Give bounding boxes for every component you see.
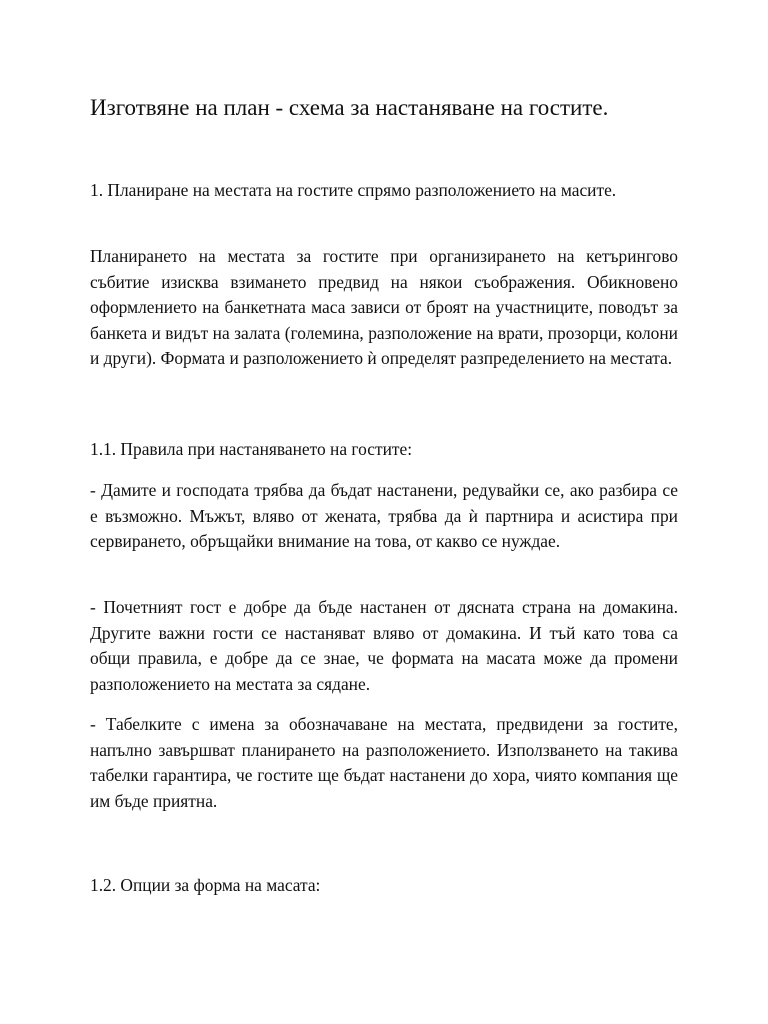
section-1-2-heading: 1.2. Опции за форма на масата: (90, 875, 321, 895)
section-1-heading: 1. Планиране на местата на гостите спрямо разположението на масите. (90, 180, 617, 200)
intro-paragraph: Планирането на местата за гостите при организирането на кетърингово събитие изисква взимането предвид на някои съображения. Обикновено оформлението на банкетната маса зависи от броят на участниците, поводът за банкета и видът на залата (големина, разположение на врати, прозорци, колони и други). Формата и разположението ѝ определят разпределението на местата. (90, 246, 678, 369)
rule-name-cards: - Табелките с имена за обозначаване на местата, предвидени за гостите, напълно завършват планирането на разположението. Използването на такива табелки гарантира, че гостите ще бъдат настанени до хора, чиято компания ще им бъде приятна. (90, 714, 678, 811)
document-title: Изготвяне на план - схема за настаняване на гостите. (90, 95, 609, 120)
section-1-1-heading: 1.1. Правила при настаняването на гостите: (90, 439, 413, 459)
rule-guest-of-honor: - Почетният гост е добре да бъде настанен от дясната страна на домакина. Другите важни гости се настаняват вляво от домакина. И тъй като това са общи правила, е добре да се знае, че формата на масата може да промени разположението на местата за сядане. (90, 597, 678, 694)
rule-ladies-gentlemen: - Дамите и господата трябва да бъдат настанени, редувайки се, ако разбира се е възможно. Мъжът, вляво от жената, трябва да ѝ партнира и асистира при сервирането, обръщайки внимание на това, от какво се нуждае. (90, 480, 678, 552)
